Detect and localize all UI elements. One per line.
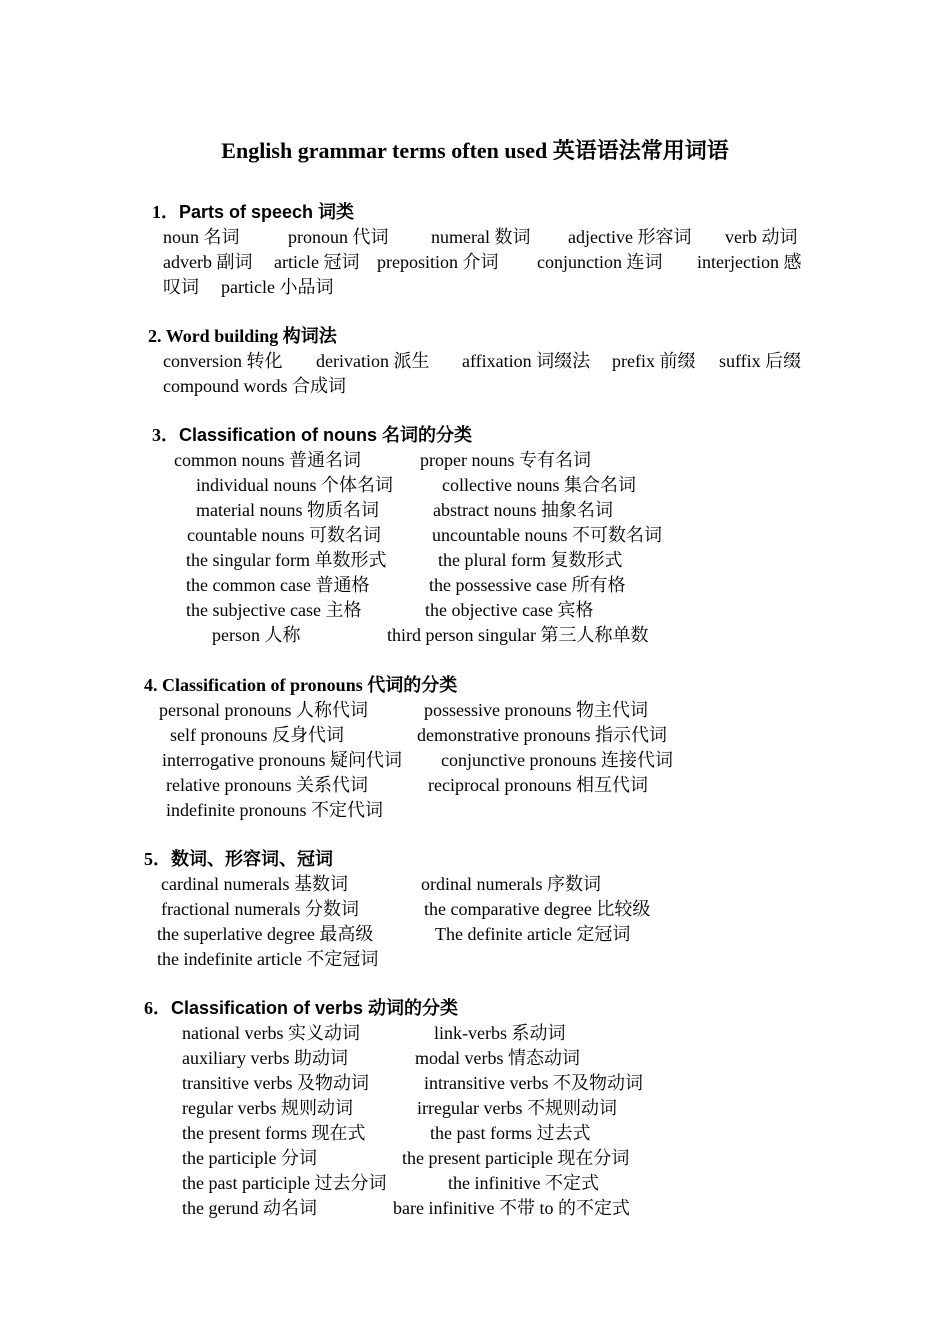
term: national verbs 实义动词 (182, 1023, 360, 1043)
term: particle 小品词 (221, 277, 334, 297)
section-number: 5． (144, 849, 171, 869)
term: regular verbs 规则动词 (182, 1098, 353, 1118)
term: noun 名词 (163, 227, 240, 247)
section-number: 3． (152, 425, 179, 445)
term: uncountable nouns 不可数名词 (432, 525, 662, 545)
term: bare infinitive 不带 to 的不定式 (393, 1198, 630, 1218)
term: the plural form 复数形式 (438, 550, 623, 570)
term: ordinal numerals 序数词 (421, 874, 601, 894)
term: compound words 合成词 (163, 376, 346, 396)
term: countable nouns 可数名词 (187, 525, 381, 545)
section-number: 1． (152, 202, 179, 222)
term: self pronouns 反身代词 (170, 725, 344, 745)
section-number: 2. (148, 326, 166, 346)
page-title: English grammar terms often used 英语语法常用词语 (221, 138, 729, 163)
term: collective nouns 集合名词 (442, 475, 636, 495)
term: the comparative degree 比较级 (424, 899, 651, 919)
term: person 人称 (212, 625, 301, 645)
section-title: 数词、形容词、冠词 (171, 849, 333, 869)
term: transitive verbs 及物动词 (182, 1073, 369, 1093)
term: article 冠词 (274, 252, 360, 272)
term: fractional numerals 分数词 (161, 899, 359, 919)
term: third person singular 第三人称单数 (387, 625, 649, 645)
term: 叹词 (163, 277, 199, 297)
term: preposition 介词 (377, 252, 499, 272)
section-title: Parts of speech 词类 (179, 202, 355, 222)
term: verb 动词 (725, 227, 798, 247)
section-title: Classification of nouns 名词的分类 (179, 425, 473, 445)
term: the indefinite article 不定冠词 (157, 949, 379, 969)
term: pronoun 代词 (288, 227, 389, 247)
term: adjective 形容词 (568, 227, 692, 247)
term: suffix 后缀 (719, 351, 802, 371)
term: cardinal numerals 基数词 (161, 874, 348, 894)
term: the superlative degree 最高级 (157, 924, 374, 944)
section-heading-nouns (152, 426, 472, 444)
term: relative pronouns 关系代词 (166, 775, 368, 795)
term: abstract nouns 抽象名词 (433, 500, 613, 520)
term: interjection 感 (697, 252, 802, 272)
term: the past participle 过去分词 (182, 1173, 387, 1193)
term: interrogative pronouns 疑问代词 (162, 750, 402, 770)
term: possessive pronouns 物主代词 (424, 700, 648, 720)
term: the participle 分词 (182, 1148, 317, 1168)
term: intransitive verbs 不及物动词 (424, 1073, 643, 1093)
term: the past forms 过去式 (430, 1123, 591, 1143)
term: common nouns 普通名词 (174, 450, 361, 470)
term: conversion 转化 (163, 351, 283, 371)
term: the objective case 宾格 (425, 600, 594, 620)
section-title: Word building 构词法 (165, 326, 337, 346)
section-title: Classification of verbs 动词的分类 (171, 998, 459, 1018)
term: the possessive case 所有格 (429, 575, 626, 595)
term: indefinite pronouns 不定代词 (166, 800, 383, 820)
term: prefix 前缀 (612, 351, 696, 371)
term: auxiliary verbs 助动词 (182, 1048, 348, 1068)
term: conjunction 连词 (537, 252, 663, 272)
term: material nouns 物质名词 (196, 500, 379, 520)
term: derivation 派生 (316, 351, 430, 371)
term: adverb 副词 (163, 252, 253, 272)
term: personal pronouns 人称代词 (159, 700, 368, 720)
term: irregular verbs 不规则动词 (417, 1098, 617, 1118)
term: proper nouns 专有名词 (420, 450, 591, 470)
section-heading-parts-of-speech (152, 203, 354, 221)
section-number: 6． (144, 998, 171, 1018)
term: link-verbs 系动词 (434, 1023, 566, 1043)
term: the present forms 现在式 (182, 1123, 366, 1143)
term: modal verbs 情态动词 (415, 1048, 580, 1068)
section-heading-pronouns (144, 676, 457, 694)
section-heading-numerals-adjectives-articles (144, 850, 333, 868)
term: the infinitive 不定式 (448, 1173, 599, 1193)
term: the gerund 动名词 (182, 1198, 317, 1218)
section-heading-verbs (144, 999, 458, 1017)
term: numeral 数词 (431, 227, 531, 247)
section-number: 4. (144, 675, 162, 695)
term: individual nouns 个体名词 (196, 475, 393, 495)
term: reciprocal pronouns 相互代词 (428, 775, 648, 795)
term: the common case 普通格 (186, 575, 370, 595)
term: affixation 词缀法 (462, 351, 591, 371)
term: the singular form 单数形式 (186, 550, 387, 570)
term: the subjective case 主格 (186, 600, 362, 620)
term: The definite article 定冠词 (435, 924, 631, 944)
term: the present participle 现在分词 (402, 1148, 630, 1168)
section-title: Classification of pronouns 代词的分类 (162, 675, 458, 695)
term: demonstrative pronouns 指示代词 (417, 725, 667, 745)
term: conjunctive pronouns 连接代词 (441, 750, 673, 770)
section-heading-word-building (148, 327, 337, 345)
